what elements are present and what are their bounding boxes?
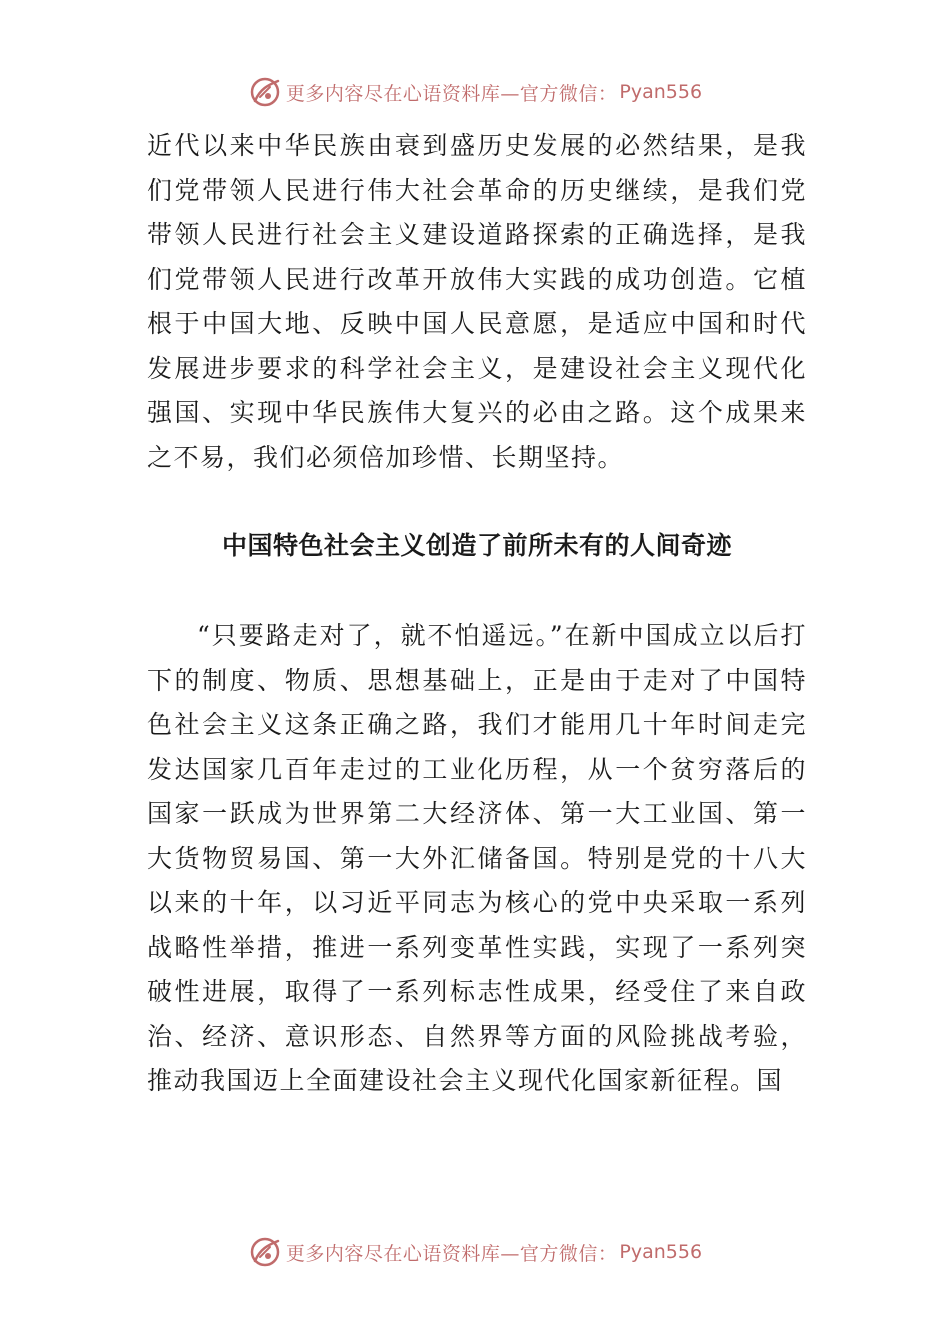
watermark-text: 更多内容尽在心语资料库—官方微信：	[285, 1242, 618, 1265]
document-body	[147, 124, 807, 1104]
body-paragraph-2: “只要路走对了，就不怕遥远。”在新中国成立以后打下的制度、物质、思想基础上，正是由于走对了中国特色社会主义这条正确之路，我们才能用几十年时间走完发达国家几百年走过的工业化历程，从一个贫穷落后的国家一跃成为世界第二大经济体、第一大工业国、第一大货物贸易国、第一大外汇储备国。特别是党的十八大以来的十年，以习近平同志为核心的党中央采取一系列战略性举措，推进一系列变革性实践，实现了一系列突破性进展，取得了一系列标志性成果，经受住了来自政治、经济、意识形态、自然界等方面的风险挑战考验，推动我国迈上全面建设社会主义现代化国家新征程。国	[147, 621, 807, 1095]
watermark-id: Pyan556	[619, 81, 703, 103]
header-watermark	[0, 70, 950, 114]
brand-logo-icon	[248, 1235, 282, 1269]
section-heading: 中国特色社会主义创造了前所未有的人间奇迹	[221, 531, 732, 560]
watermark-text: 更多内容尽在心语资料库—官方微信：	[285, 82, 618, 105]
footer-watermark	[0, 1230, 950, 1274]
watermark-id: Pyan556	[619, 1241, 703, 1263]
body-paragraph-1: 近代以来中华民族由衰到盛历史发展的必然结果，是我们党带领人民进行伟大社会革命的历史继续，是我们党带领人民进行社会主义建设道路探索的正确选择，是我们党带领人民进行改革开放伟大实践的成功创造。它植根于中国大地、反映中国人民意愿，是适应中国和时代发展进步要求的科学社会主义，是建设社会主义现代化强国、实现中华民族伟大复兴的必由之路。这个成果来之不易，我们必须倍加珍惜、长期坚持。	[147, 131, 807, 472]
brand-logo-icon	[248, 75, 282, 109]
